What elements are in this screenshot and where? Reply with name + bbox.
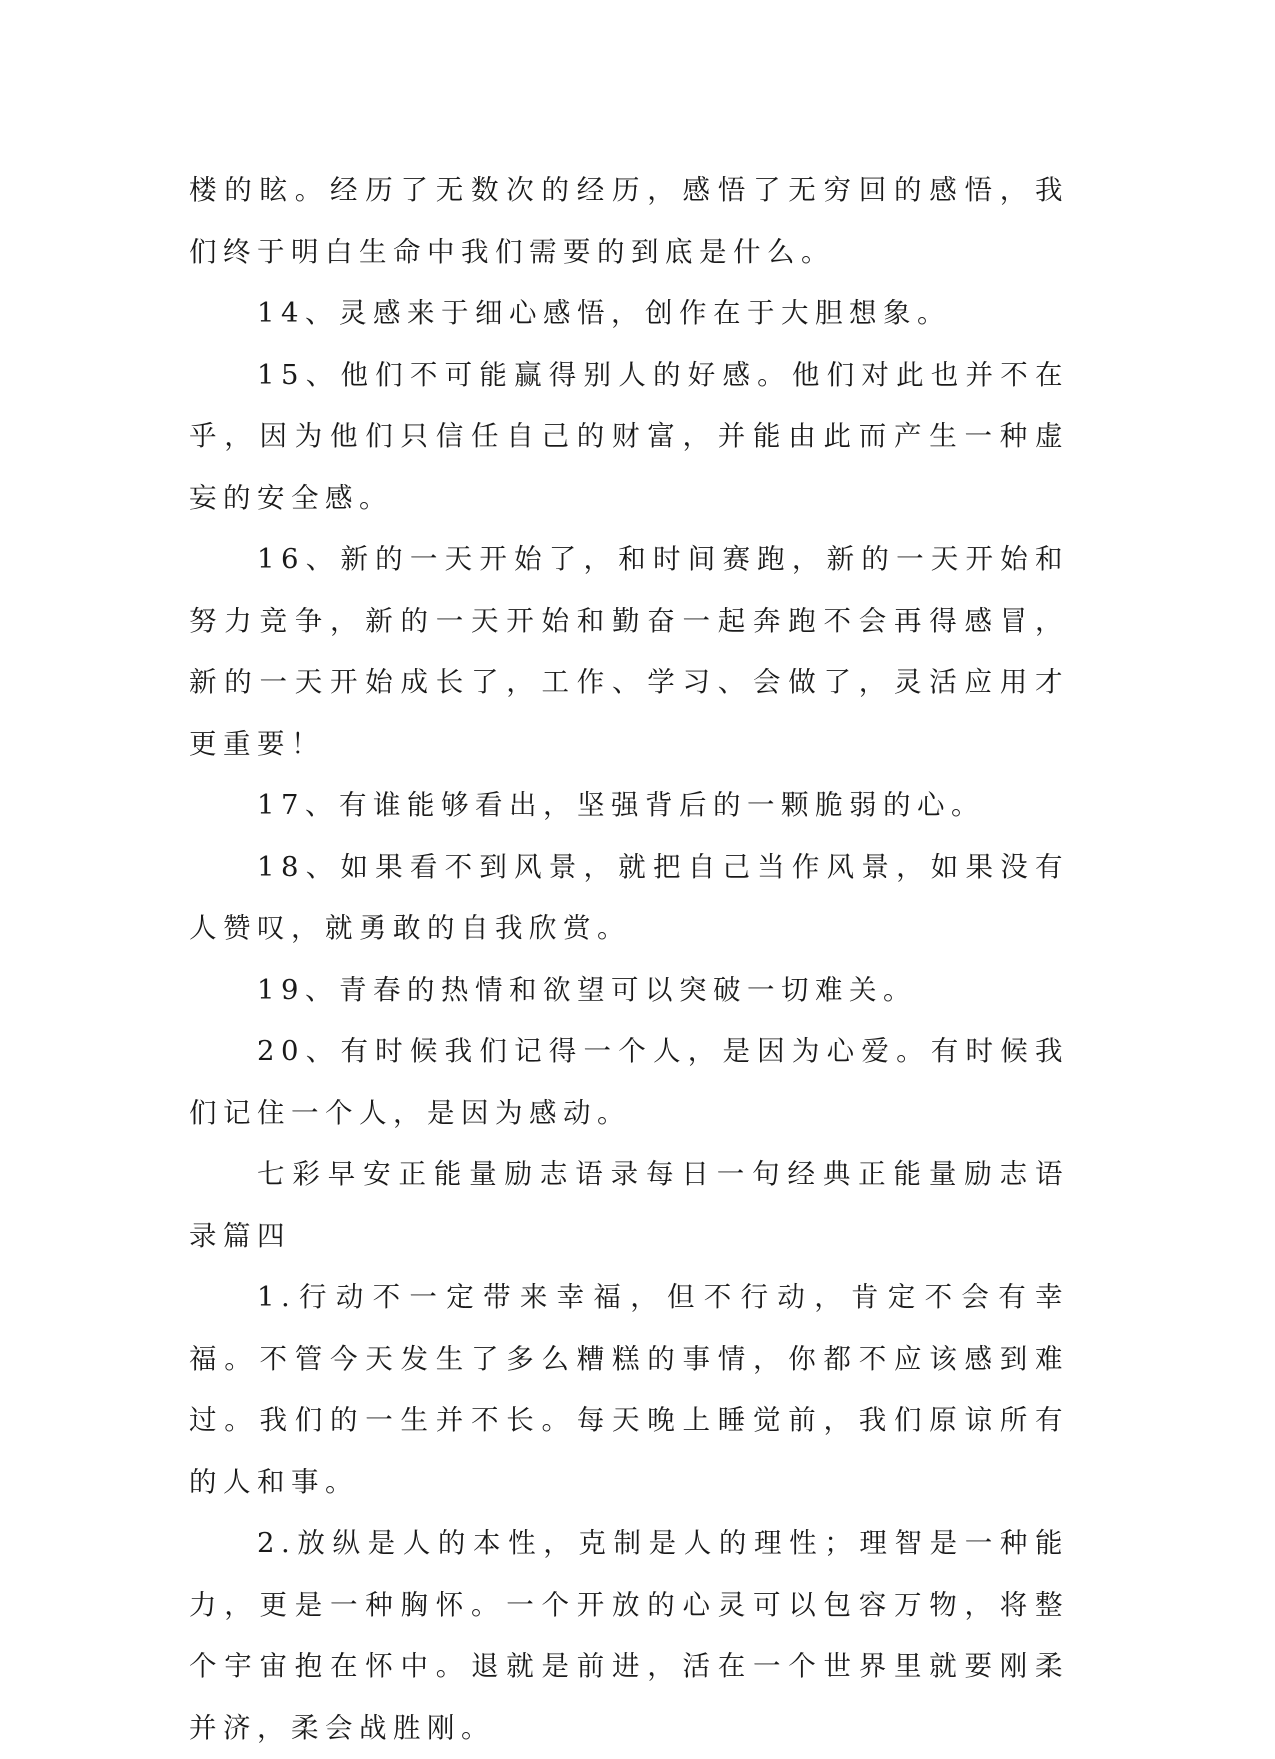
paragraph-quote-14: 14、灵感来于细心感悟，创作在于大胆想象。	[257, 297, 951, 329]
paragraph-quote-18: 18、如果看不到风景，就把自己当作风景，如果没有人赞叹，就勇敢的自我欣赏。	[189, 850, 1069, 944]
paragraph-quote-20: 20、有时候我们记得一个人，是因为心爱。有时候我们记住一个人，是因为感动。	[189, 1035, 1069, 1129]
paragraph-item-2: 2.放纵是人的本性，克制是人的理性；理智是一种能力，更是一种胸怀。一个开放的心灵可以包容万物，将整个宇宙抱在怀中。退就是前进，活在一个世界里就要刚柔并济，柔会战胜刚。	[189, 1527, 1069, 1744]
paragraph-quote-16: 16、新的一天开始了，和时间赛跑，新的一天开始和努力竞争，新的一天开始和勤奋一起奔跑不会再得感冒，新的一天开始成长了，工作、学习、会做了，灵活应用才更重要！	[189, 543, 1069, 760]
paragraph-item-1: 1.行动不一定带来幸福，但不行动，肯定不会有幸福。不管今天发生了多么糟糕的事情，你都不应该感到难过。我们的一生并不长。每天晚上睡觉前，我们原谅所有的人和事。	[189, 1281, 1069, 1498]
paragraph-quote-19: 19、青春的热情和欲望可以突破一切难关。	[257, 973, 917, 1006]
paragraph-quote-17: 17、有谁能够看出，坚强背后的一颗脆弱的心。	[257, 789, 985, 821]
paragraph-continuation: 楼的眩。经历了无数次的经历，感悟了无穷回的感悟，我们终于明白生命中我们需要的到底是什么。	[189, 174, 1069, 268]
document-body	[189, 160, 1069, 1759]
paragraph-quote-15: 15、他们不可能赢得别人的好感。他们对此也并不在乎，因为他们只信任自己的财富，并能由此而产生一种虚妄的安全感。	[189, 358, 1069, 514]
section-heading: 七彩早安正能量励志语录每日一句经典正能量励志语录篇四	[189, 1158, 1069, 1252]
